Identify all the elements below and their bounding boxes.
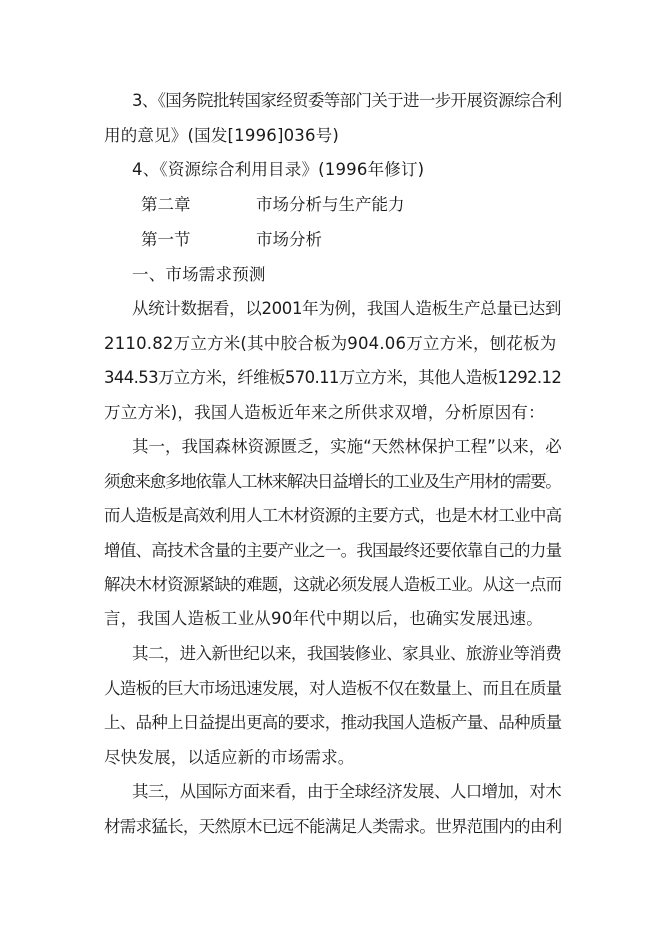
paragraph-2-line-5: 解决木材资源紧缺的难题，这就必须发展人造板工业。从这一点而 xyxy=(104,575,562,594)
paragraph-2-line-1: 其一，我国森林资源匮乏，实施“天然林保护工程”以来，必 xyxy=(132,437,562,456)
section-title: 市场分析 xyxy=(256,230,322,249)
paragraph-3-line-2: 人造板的巨大市场迅速发展，对人造板不仅在数量上、而且在质量 xyxy=(104,679,562,698)
paragraph-3-line-3: 上、品种上日益提出更高的要求，推动我国人造板产量、品种质量 xyxy=(104,713,562,732)
reference-item-3-line-1: 3、《国务院批转国家经贸委等部门关于进一步开展资源综合利 xyxy=(132,91,562,110)
reference-item-4: 4、《资源综合利用目录》(1996年修订) xyxy=(132,160,425,179)
paragraph-1-line-2: 2110.82万立方米(其中胶合板为904.06万立方米，刨花板为 xyxy=(104,334,557,353)
paragraph-2-line-2: 须愈来愈多地依靠人工林来解决日益增长的工业及生产用材的需要。 xyxy=(104,472,561,491)
paragraph-1-line-3: 344.53万立方米，纤维板570.11万立方米，其他人造板1292.12 xyxy=(104,368,562,387)
section-number: 第一节 xyxy=(141,230,191,249)
paragraph-4-line-2: 材需求猛长，天然原木已远不能满足人类需求。世界范围内的由利 xyxy=(104,817,562,836)
paragraph-3-line-4: 尽快发展，以适应新的市场需求。 xyxy=(104,748,355,767)
chapter-number: 第二章 xyxy=(141,195,191,214)
paragraph-2-line-6: 言，我国人造板工业从90年代中期以后，也确实发展迅速。 xyxy=(104,609,543,628)
paragraph-2-line-4: 增值、高技术含量的主要产业之一。我国最终还要依靠自己的力量 xyxy=(104,541,562,560)
paragraph-1-line-4: 万立方米)，我国人造板近年来之所供求双增，分析原因有： xyxy=(104,403,545,422)
paragraph-2-line-3: 而人造板是高效利用人工木材资源的主要方式，也是木材工业中高 xyxy=(104,506,562,525)
paragraph-1-line-1: 从统计数据看，以2001年为例，我国人造板生产总量已达到 xyxy=(132,299,562,318)
chapter-title: 市场分析与生产能力 xyxy=(256,195,405,214)
subsection-heading: 一、市场需求预测 xyxy=(132,265,266,284)
paragraph-4-line-1: 其三，从国际方面来看，由于全球经济发展、人口增加，对木 xyxy=(132,782,562,801)
paragraph-3-line-1: 其二，进入新世纪以来，我国装修业、家具业、旅游业等消费 xyxy=(132,644,562,663)
reference-item-3-line-2: 用的意见》(国发[1996]036号) xyxy=(104,126,340,145)
